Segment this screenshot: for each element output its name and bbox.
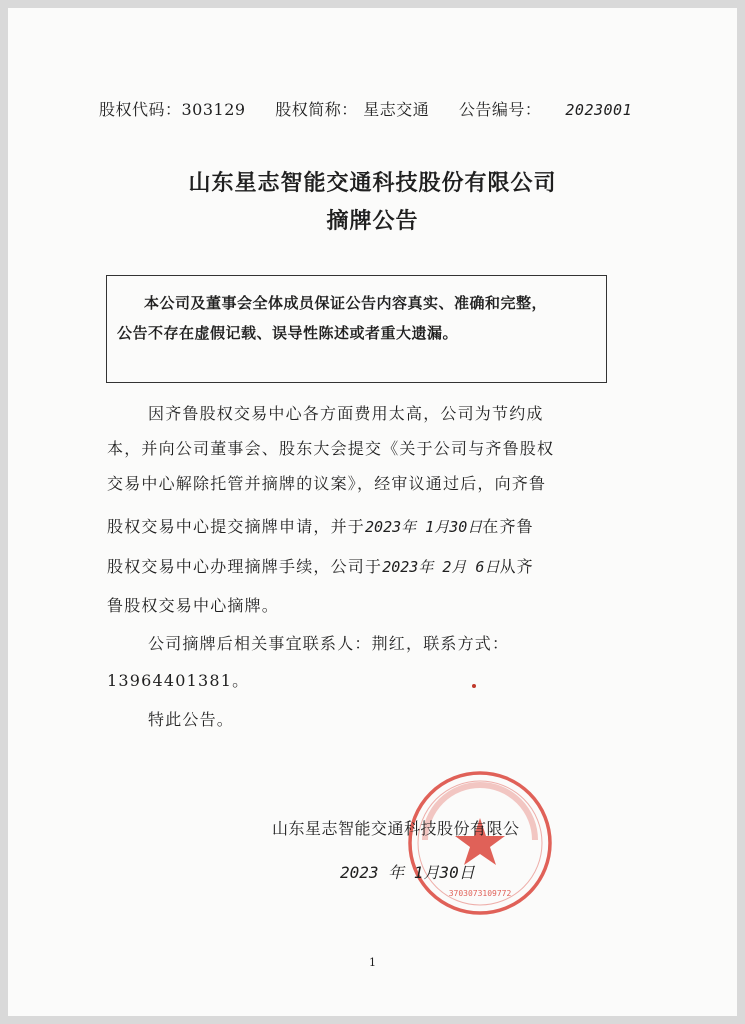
body-text: 股权交易中心提交摘牌申请，并于 — [107, 517, 366, 536]
seal-number: 3703073109772 — [448, 889, 512, 898]
body-text: 在齐鲁 — [482, 517, 534, 536]
notice-number-label: 公告编号： — [458, 100, 542, 119]
ink-dot — [472, 684, 476, 688]
handwritten-date: 2023年 2月 6日 — [382, 558, 500, 576]
disclaimer-line-2: 公告不存在虚假记载、误导性陈述或者重大遗漏。 — [117, 324, 459, 342]
disclaimer-box — [106, 275, 607, 383]
company-seal — [405, 768, 555, 918]
handwritten-date: 2023年 1月30日 — [365, 518, 483, 536]
body-line: 交易中心解除托管并摘牌的议案》，经审议通过后，向齐鲁 — [107, 474, 547, 493]
body-text: 从齐 — [499, 557, 534, 576]
body-line: 鲁股权交易中心摘牌。 — [107, 596, 280, 615]
stock-code: 股权代码：303129 — [99, 100, 246, 119]
page-number: 1 — [369, 956, 376, 969]
notice-title: 摘牌公告 — [326, 208, 419, 234]
signature-company: 山东星志智能交通科技股份有限公 — [272, 819, 520, 838]
body-line: 公司摘牌后相关事宜联系人：荆红，联系方式： — [148, 634, 510, 653]
body-text: 股权交易中心办理摘牌手续，公司于 — [107, 557, 383, 576]
body-line: 本，并向公司董事会、股东大会提交《关于公司与齐鲁股权 — [107, 439, 555, 458]
signature-date: 2023 年 1月30日 — [340, 863, 475, 882]
body-line — [107, 554, 534, 577]
contact-phone: 13964401381。 — [107, 671, 250, 690]
stock-short-name: 股权简称： 星志交通 — [275, 100, 430, 119]
company-title: 山东星志智能交通科技股份有限公司 — [188, 170, 557, 196]
body-line: 因齐鲁股权交易中心各方面费用太高，公司为节约成 — [148, 404, 544, 423]
notice-number: 2023001 — [565, 101, 633, 119]
closing-text: 特此公告。 — [148, 710, 235, 729]
document-header — [99, 97, 632, 120]
disclaimer-line-1: 本公司及董事会全体成员保证公告内容真实、准确和完整， — [144, 294, 548, 312]
body-line — [107, 514, 534, 537]
